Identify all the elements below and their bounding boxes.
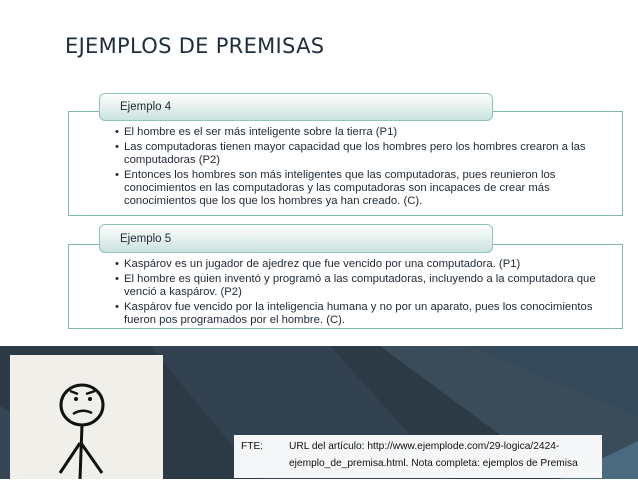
slide-title: EJEMPLOS DE PREMISAS xyxy=(65,34,325,58)
figure-mouth xyxy=(73,411,92,414)
figure-arm xyxy=(60,443,80,473)
source-label: FTE: xyxy=(241,441,264,452)
list-item xyxy=(115,141,608,167)
bullet-marker: • xyxy=(115,126,119,138)
bullet-text: Kaspárov es un jugador de ajedrez que fue vencido por una computadora. (P1) xyxy=(124,258,521,270)
figure-brow xyxy=(70,391,95,394)
example-5-label: Ejemplo 5 xyxy=(99,224,493,253)
bullet-marker: • xyxy=(115,258,119,270)
bullet-marker: • xyxy=(115,272,119,285)
source-url-line-2: ejemplo_de_premisa.html. Nota completa: ejemplos de Premisa xyxy=(289,458,578,469)
list-item xyxy=(115,126,608,139)
bullet-text: El hombre es quien inventó y programó a las computadoras, incluyendo a la computadora que venció a kaspárov. (P2) xyxy=(124,272,596,298)
stick-figure-image xyxy=(10,355,163,479)
stick-figure-icon xyxy=(10,355,163,479)
figure-arm xyxy=(81,443,102,473)
figure-eye xyxy=(74,397,78,401)
list-item xyxy=(115,273,608,299)
list-item xyxy=(115,258,608,271)
example-5-panel xyxy=(68,244,623,329)
example-4-panel xyxy=(68,111,623,216)
bullet-text: Entonces los hombres son más inteligentes que las computadoras, pues reunieron los conocimientos en las computadoras y las computadoras son incapaces de crear más conocimientos que los que los hombres ya han creado. (C). xyxy=(124,168,556,208)
bullet-marker: • xyxy=(115,300,119,313)
source-url-line-1: URL del artículo: http://www.ejemplode.com/29-logica/2424- xyxy=(289,441,560,452)
example-4-body xyxy=(115,126,608,210)
list-item xyxy=(115,169,608,209)
bullet-marker: • xyxy=(115,168,119,181)
bullet-text: Kaspárov fue vencido por la inteligencia humana y no por un aparato, pues los conocimientos fueron pos programados por el hombre. (C). xyxy=(124,300,593,326)
figure-head xyxy=(61,385,103,425)
bullet-marker: • xyxy=(115,140,119,153)
example-4-label: Ejemplo 4 xyxy=(99,93,493,121)
source-citation xyxy=(234,435,602,478)
bullet-text: Las computadoras tienen mayor capacidad que los hombres pero los hombres crearon a las computadoras (P2) xyxy=(124,140,586,166)
example-5-body xyxy=(115,258,608,329)
list-item xyxy=(115,301,608,327)
figure-eye xyxy=(88,397,92,401)
figure-body xyxy=(80,425,82,479)
bullet-text: El hombre es el ser más inteligente sobre la tierra (P1) xyxy=(124,126,398,138)
